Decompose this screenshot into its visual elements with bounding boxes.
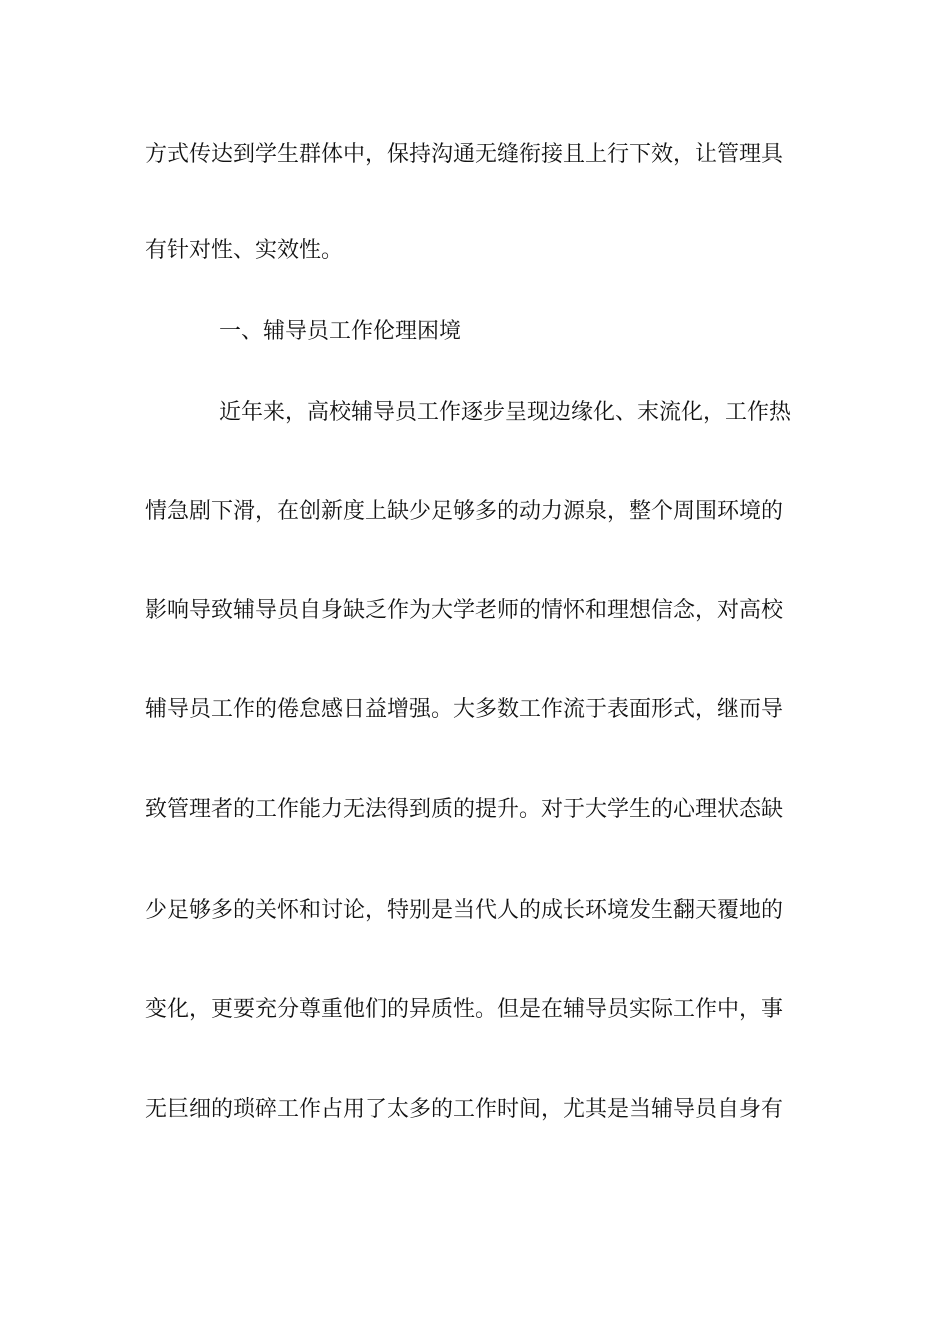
- paragraph-line: 辅导员工作的倦怠感日益增强。大多数工作流于表面形式，继而导: [145, 697, 784, 722]
- paragraph-line: 方式传达到学生群体中，保持沟通无缝衔接且上行下效，让管理具: [145, 142, 784, 167]
- paragraph-line: 近年来，高校辅导员工作逐步呈现边缘化、末流化，工作热: [219, 400, 792, 425]
- paragraph-line: 影响导致辅导员自身缺乏作为大学老师的情怀和理想信念，对高校: [145, 598, 784, 623]
- paragraph-line: 有针对性、实效性。: [145, 238, 344, 263]
- paragraph-line: 少足够多的关怀和讨论，特别是当代人的成长环境发生翻天覆地的: [145, 898, 784, 923]
- section-heading: 一、辅导员工作伦理困境: [219, 319, 462, 344]
- paragraph-line: 情急剧下滑，在创新度上缺少足够多的动力源泉，整个周围环境的: [145, 499, 784, 524]
- paragraph-line: 无巨细的琐碎工作占用了太多的工作时间，尤其是当辅导员自身有: [145, 1097, 784, 1122]
- paragraph-line: 变化，更要充分尊重他们的异质性。但是在辅导员实际工作中，事: [145, 997, 784, 1022]
- paragraph-line: 致管理者的工作能力无法得到质的提升。对于大学生的心理状态缺: [145, 797, 784, 822]
